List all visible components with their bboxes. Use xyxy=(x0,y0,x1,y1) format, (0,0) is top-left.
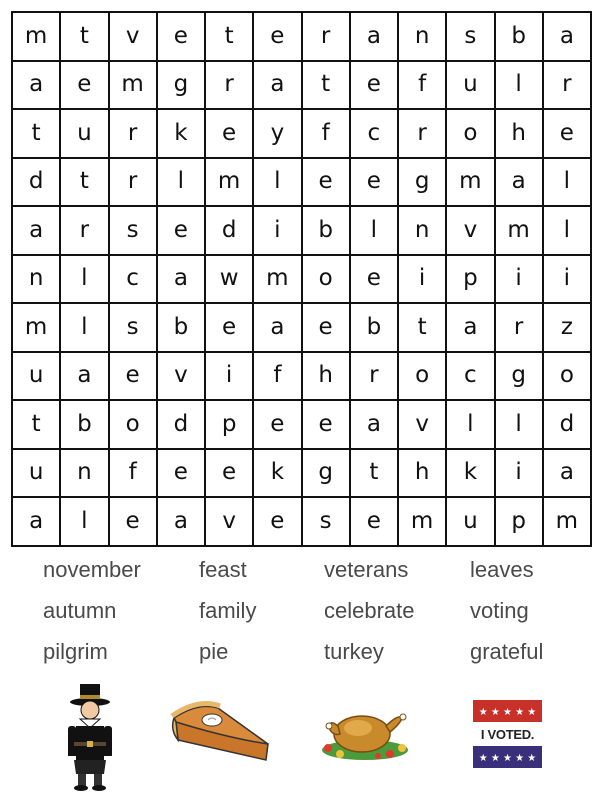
grid-cell[interactable]: m xyxy=(110,62,158,111)
grid-cell[interactable]: e xyxy=(254,401,302,450)
grid-cell[interactable]: t xyxy=(61,159,109,208)
word-list-item: celebrate xyxy=(324,598,415,623)
grid-cell[interactable]: e xyxy=(158,207,206,256)
grid-cell[interactable]: e xyxy=(158,450,206,499)
grid-cell[interactable]: f xyxy=(254,353,302,402)
grid-cell[interactable]: e xyxy=(206,110,254,159)
grid-cell[interactable]: l xyxy=(61,304,109,353)
grid-cell[interactable]: l xyxy=(496,62,544,111)
grid-cell[interactable]: g xyxy=(399,159,447,208)
grid-cell[interactable]: a xyxy=(61,353,109,402)
grid-cell[interactable]: b xyxy=(303,207,351,256)
grid-cell[interactable]: t xyxy=(13,110,61,159)
grid-cell[interactable]: i xyxy=(399,256,447,305)
grid-cell[interactable]: a xyxy=(544,13,592,62)
grid-cell[interactable]: b xyxy=(496,13,544,62)
voted-bottom-stars: ★ ★ ★ ★ ★ xyxy=(478,753,537,764)
grid-cell[interactable]: e xyxy=(303,159,351,208)
grid-cell[interactable]: a xyxy=(13,207,61,256)
grid-cell[interactable]: f xyxy=(303,110,351,159)
grid-cell[interactable]: h xyxy=(303,353,351,402)
word-list-item: pilgrim xyxy=(43,639,108,664)
grid-cell[interactable]: v xyxy=(399,401,447,450)
grid-cell[interactable]: b xyxy=(158,304,206,353)
grid-cell[interactable]: a xyxy=(158,498,206,547)
word-list-item: pie xyxy=(199,639,229,664)
grid-cell[interactable]: e xyxy=(303,304,351,353)
grid-cell[interactable]: e xyxy=(110,498,158,547)
pie-icon xyxy=(168,700,276,774)
grid-cell[interactable]: d xyxy=(13,159,61,208)
grid-cell[interactable]: i xyxy=(254,207,302,256)
grid-cell[interactable]: a xyxy=(496,159,544,208)
grid-cell[interactable]: l xyxy=(496,401,544,450)
grid-cell[interactable]: l xyxy=(158,159,206,208)
grid-cell[interactable]: m xyxy=(399,498,447,547)
grid-cell[interactable]: e xyxy=(351,62,399,111)
grid-cell[interactable]: n xyxy=(399,207,447,256)
grid-cell[interactable]: i xyxy=(496,450,544,499)
grid-cell[interactable]: e xyxy=(158,13,206,62)
grid-cell[interactable]: o xyxy=(110,401,158,450)
i-voted-sticker-icon xyxy=(472,700,544,774)
grid-cell[interactable]: e xyxy=(351,256,399,305)
grid-cell[interactable]: o xyxy=(447,110,495,159)
grid-cell[interactable]: r xyxy=(496,304,544,353)
grid-cell[interactable]: u xyxy=(13,353,61,402)
grid-cell[interactable]: m xyxy=(447,159,495,208)
grid-cell[interactable]: m xyxy=(544,498,592,547)
grid-cell[interactable]: y xyxy=(254,110,302,159)
grid-cell[interactable]: r xyxy=(544,62,592,111)
grid-cell[interactable]: n xyxy=(399,13,447,62)
grid-cell[interactable]: b xyxy=(61,401,109,450)
grid-cell[interactable]: d xyxy=(206,207,254,256)
grid-cell[interactable]: m xyxy=(206,159,254,208)
grid-cell[interactable]: t xyxy=(206,13,254,62)
grid-cell[interactable]: a xyxy=(13,498,61,547)
grid-cell[interactable]: s xyxy=(447,13,495,62)
grid-cell[interactable]: a xyxy=(158,256,206,305)
grid-cell[interactable]: a xyxy=(351,401,399,450)
grid-cell[interactable]: i xyxy=(496,256,544,305)
grid-cell[interactable]: t xyxy=(351,450,399,499)
grid-cell[interactable]: e xyxy=(254,498,302,547)
grid-cell[interactable]: c xyxy=(447,353,495,402)
grid-cell[interactable]: s xyxy=(303,498,351,547)
voted-label: I VOTED. xyxy=(480,727,535,742)
grid-cell[interactable]: l xyxy=(351,207,399,256)
word-list-item: grateful xyxy=(470,639,544,664)
grid-cell[interactable]: a xyxy=(254,62,302,111)
grid-cell[interactable]: t xyxy=(399,304,447,353)
grid-cell[interactable]: m xyxy=(13,304,61,353)
grid-cell[interactable]: t xyxy=(61,13,109,62)
grid-cell[interactable]: l xyxy=(544,207,592,256)
word-list-item: voting xyxy=(470,598,529,623)
grid-cell[interactable]: v xyxy=(206,498,254,547)
word-list-item: november xyxy=(43,557,141,582)
grid-cell[interactable]: k xyxy=(254,450,302,499)
grid-cell[interactable]: r xyxy=(351,353,399,402)
word-list-item: feast xyxy=(199,557,247,582)
grid-cell[interactable]: v xyxy=(447,207,495,256)
grid-cell[interactable]: g xyxy=(158,62,206,111)
grid-cell[interactable]: a xyxy=(447,304,495,353)
grid-cell[interactable]: r xyxy=(206,62,254,111)
grid-cell[interactable]: r xyxy=(303,13,351,62)
grid-cell[interactable]: r xyxy=(61,207,109,256)
grid-cell[interactable]: l xyxy=(544,159,592,208)
grid-cell[interactable]: m xyxy=(254,256,302,305)
grid-cell[interactable]: n xyxy=(13,256,61,305)
grid-cell[interactable]: h xyxy=(399,450,447,499)
word-list xyxy=(43,556,583,679)
grid-cell[interactable]: c xyxy=(110,256,158,305)
grid-cell[interactable]: g xyxy=(303,450,351,499)
grid-cell[interactable]: l xyxy=(254,159,302,208)
grid-cell[interactable]: e xyxy=(544,110,592,159)
grid-cell[interactable]: o xyxy=(303,256,351,305)
grid-cell[interactable]: w xyxy=(206,256,254,305)
word-list-item: turkey xyxy=(324,639,384,664)
grid-cell[interactable]: g xyxy=(496,353,544,402)
grid-cell[interactable]: v xyxy=(110,13,158,62)
grid-cell[interactable]: e xyxy=(351,159,399,208)
grid-cell[interactable]: i xyxy=(544,256,592,305)
grid-cell[interactable]: a xyxy=(544,450,592,499)
grid-cell[interactable]: n xyxy=(61,450,109,499)
grid-cell[interactable]: e xyxy=(61,62,109,111)
grid-cell[interactable]: b xyxy=(351,304,399,353)
grid-cell[interactable]: k xyxy=(158,110,206,159)
word-list-item: family xyxy=(199,598,257,623)
voted-top-stars: ★ ★ ★ ★ ★ xyxy=(478,707,537,718)
grid-cell[interactable]: t xyxy=(13,401,61,450)
grid-cell[interactable]: i xyxy=(206,353,254,402)
grid-cell[interactable]: c xyxy=(351,110,399,159)
grid-cell[interactable]: a xyxy=(254,304,302,353)
grid-cell[interactable]: h xyxy=(496,110,544,159)
grid-cell[interactable]: p xyxy=(496,498,544,547)
grid-cell[interactable]: t xyxy=(303,62,351,111)
grid-cell[interactable]: z xyxy=(544,304,592,353)
grid-cell[interactable]: m xyxy=(13,13,61,62)
word-list-item: veterans xyxy=(324,557,409,582)
grid-cell[interactable]: u xyxy=(13,450,61,499)
grid-cell[interactable]: u xyxy=(447,62,495,111)
grid-cell[interactable]: u xyxy=(61,110,109,159)
turkey-icon xyxy=(320,704,410,766)
pilgrim-icon xyxy=(54,682,126,798)
grid-cell[interactable]: e xyxy=(303,401,351,450)
grid-cell[interactable]: u xyxy=(447,498,495,547)
grid-cell[interactable]: m xyxy=(496,207,544,256)
grid-cell[interactable]: k xyxy=(447,450,495,499)
grid-cell[interactable]: v xyxy=(158,353,206,402)
grid-cell[interactable]: f xyxy=(399,62,447,111)
grid-cell[interactable]: f xyxy=(110,450,158,499)
grid-cell[interactable]: a xyxy=(13,62,61,111)
grid-cell[interactable]: l xyxy=(447,401,495,450)
grid-cell[interactable]: r xyxy=(110,159,158,208)
grid-cell[interactable]: e xyxy=(110,353,158,402)
grid-cell[interactable]: d xyxy=(544,401,592,450)
word-list-item: leaves xyxy=(470,557,534,582)
grid-cell[interactable]: o xyxy=(544,353,592,402)
grid-cell[interactable]: p xyxy=(447,256,495,305)
grid-cell[interactable]: e xyxy=(206,304,254,353)
letter-grid xyxy=(11,11,592,547)
grid-cell[interactable]: d xyxy=(158,401,206,450)
grid-cell[interactable]: e xyxy=(206,450,254,499)
grid-cell[interactable]: a xyxy=(351,13,399,62)
grid-cell[interactable]: l xyxy=(61,498,109,547)
grid-cell[interactable]: e xyxy=(254,13,302,62)
grid-cell[interactable]: e xyxy=(351,498,399,547)
grid-cell[interactable]: r xyxy=(399,110,447,159)
grid-cell[interactable]: p xyxy=(206,401,254,450)
grid-cell[interactable]: s xyxy=(110,304,158,353)
grid-cell[interactable]: s xyxy=(110,207,158,256)
grid-cell[interactable]: r xyxy=(110,110,158,159)
grid-cell[interactable]: o xyxy=(399,353,447,402)
word-list-item: autumn xyxy=(43,598,117,623)
grid-cell[interactable]: l xyxy=(61,256,109,305)
